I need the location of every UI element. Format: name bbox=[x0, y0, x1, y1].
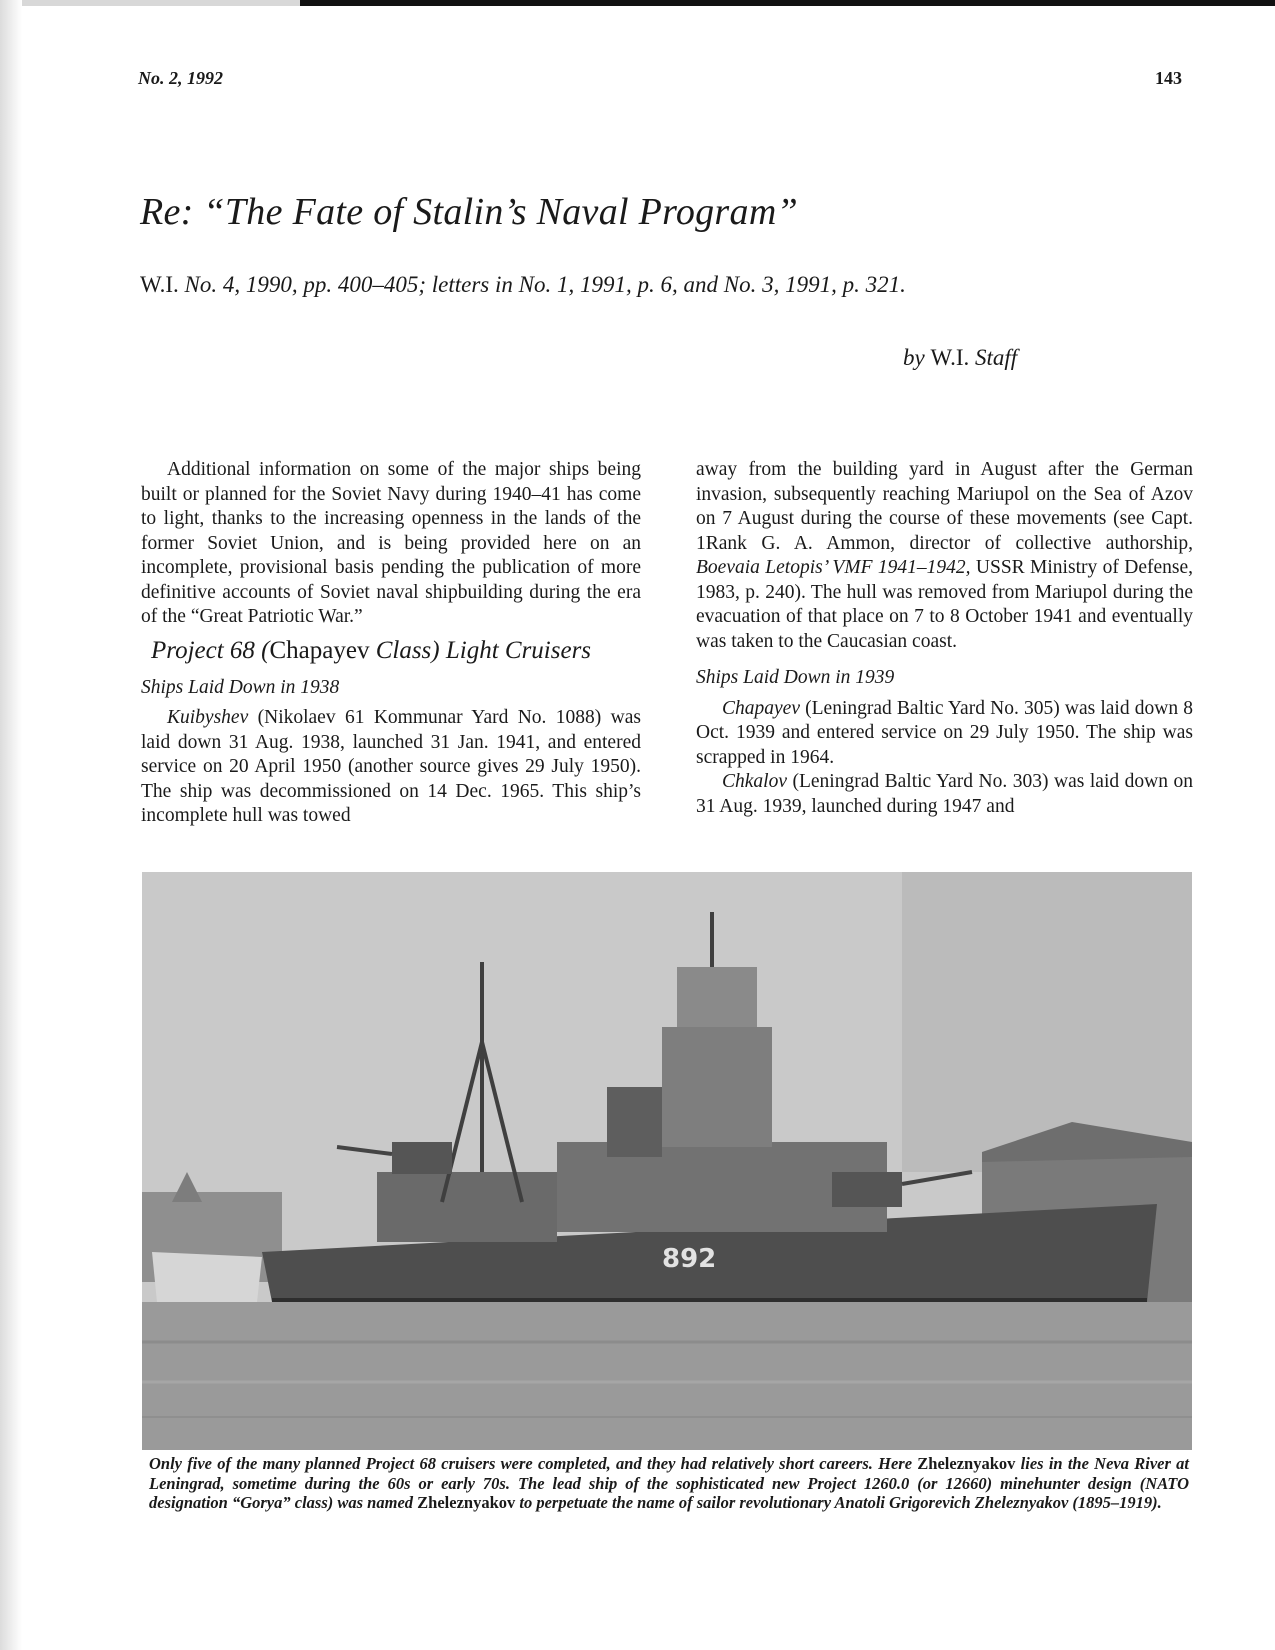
byline bbox=[903, 345, 1017, 371]
right-column bbox=[696, 458, 1193, 819]
caption-part-3: to perpetuate the name of sailor revolutionary Anatoli Grigorevich Zheleznyakov (1895–1919). bbox=[515, 1493, 1162, 1512]
chkalov-text: (Leningrad Baltic Yard No. 303) was laid down on 31 Aug. 1939, launched during 1947 and bbox=[696, 771, 1193, 817]
byline-staff: Staff bbox=[969, 345, 1018, 370]
article-reference bbox=[140, 272, 906, 298]
scan-left-shadow bbox=[0, 0, 22, 1650]
issue-header: No. 2, 1992 bbox=[138, 68, 223, 88]
source-title: Boevaia Letopis’ VMF 1941–1942, bbox=[696, 557, 971, 578]
section-heading bbox=[151, 636, 641, 666]
photo-turret-fore bbox=[832, 1172, 902, 1207]
ship-name-chapayev: Chapayev bbox=[722, 697, 800, 719]
cruiser-photograph bbox=[142, 872, 1192, 1450]
ship-name-kuibyshev: Kuibyshev bbox=[167, 707, 249, 728]
photo-superstructure-aft bbox=[377, 1172, 557, 1242]
byline-by: by bbox=[903, 345, 931, 370]
photo-small-boat bbox=[152, 1252, 262, 1302]
caption-ship-name-2: Zheleznyakov bbox=[417, 1493, 516, 1512]
photo-sky-shade bbox=[902, 872, 1192, 1172]
photo-caption bbox=[149, 1454, 1189, 1513]
section-heading-post: Class) Light Cruisers bbox=[369, 636, 592, 664]
continuation-paragraph bbox=[696, 458, 1193, 654]
reference-prefix: W.I. bbox=[140, 272, 179, 297]
kuibyshev-paragraph bbox=[141, 706, 641, 829]
photo-bridge-tower bbox=[662, 1027, 772, 1147]
subheading-1939: Ships Laid Down in 1939 bbox=[696, 667, 895, 688]
caption-part-2: lies in the Neva River at Leningrad, sometime during the 60s or early 70s. The lead ship of the sophisticated new Project 1260.0 (or 12660) minehunter design (NATO designation “Gorya” class) was named bbox=[149, 1454, 1189, 1512]
continuation-text-b: USSR Ministry of Defense, 1983, p. 240). The hull was removed from Mariupol during the evacuation of that place on 7 to 8 October 1941 and eventually was taken to the Caucasian coast. bbox=[696, 557, 1193, 652]
caption-ship-name-1: Zheleznyakov bbox=[917, 1454, 1016, 1473]
byline-org: W.I. bbox=[930, 345, 970, 370]
intro-paragraph: Additional information on some of the major ships being built or planned for the Soviet Navy during 1940–41 has come to light, thanks to the increasing openness in the lands of the former Soviet Union, and is being provided here on an incomplete, provisional basis pending the publication of more definitive accounts of Soviet naval shipbuilding during the era of the “Great Patriotic War.” bbox=[141, 459, 641, 627]
article-title: Re: “The Fate of Stalin’s Naval Program” bbox=[140, 191, 798, 233]
photo-hull-number: 892 bbox=[662, 1244, 717, 1274]
chapayev-text: (Leningrad Baltic Yard No. 305) was laid down 8 Oct. 1939 and entered service on 29 July 1950. The ship was scrapped in 1964. bbox=[696, 697, 1193, 768]
section-heading-class-name: Chapayev bbox=[269, 636, 370, 664]
photo-water bbox=[142, 1302, 1192, 1450]
left-column bbox=[141, 458, 641, 829]
photo-funnel bbox=[607, 1087, 662, 1157]
reference-citation: No. 4, 1990, pp. 400–405; letters in No. 1, 1991, p. 6, and No. 3, 1991, p. 321. bbox=[178, 272, 906, 297]
chapayev-paragraph bbox=[696, 697, 1193, 771]
scan-top-edge-gap bbox=[0, 0, 300, 6]
continuation-text-a: away from the building yard in August after the German invasion, subsequently reaching Mariupol on the Sea of Azov on 7 August during the course of these movements (see Capt. 1Rank G. A. Ammon, director of collective authorship, bbox=[696, 459, 1193, 554]
photo-director bbox=[677, 967, 757, 1027]
caption-part-1: Only five of the many planned Project 68 cruisers were completed, and they had relatively short careers. Here bbox=[149, 1454, 918, 1473]
page-number: 143 bbox=[1155, 68, 1182, 88]
chkalov-paragraph bbox=[696, 770, 1193, 819]
kuibyshev-text: (Nikolaev 61 Kommunar Yard No. 1088) was laid down 31 Aug. 1938, launched 31 Jan. 1941, and entered service on 20 April 1950 (another source gives 29 July 1950). The ship was decommissioned on 14 Dec. 1965. This ship’s incomplete hull was towed bbox=[141, 707, 641, 826]
photo-turret-aft bbox=[392, 1142, 452, 1174]
ship-name-chkalov: Chkalov bbox=[722, 771, 787, 792]
section-heading-pre: Project 68 ( bbox=[151, 636, 270, 664]
subheading-1938: Ships Laid Down in 1938 bbox=[141, 676, 340, 698]
